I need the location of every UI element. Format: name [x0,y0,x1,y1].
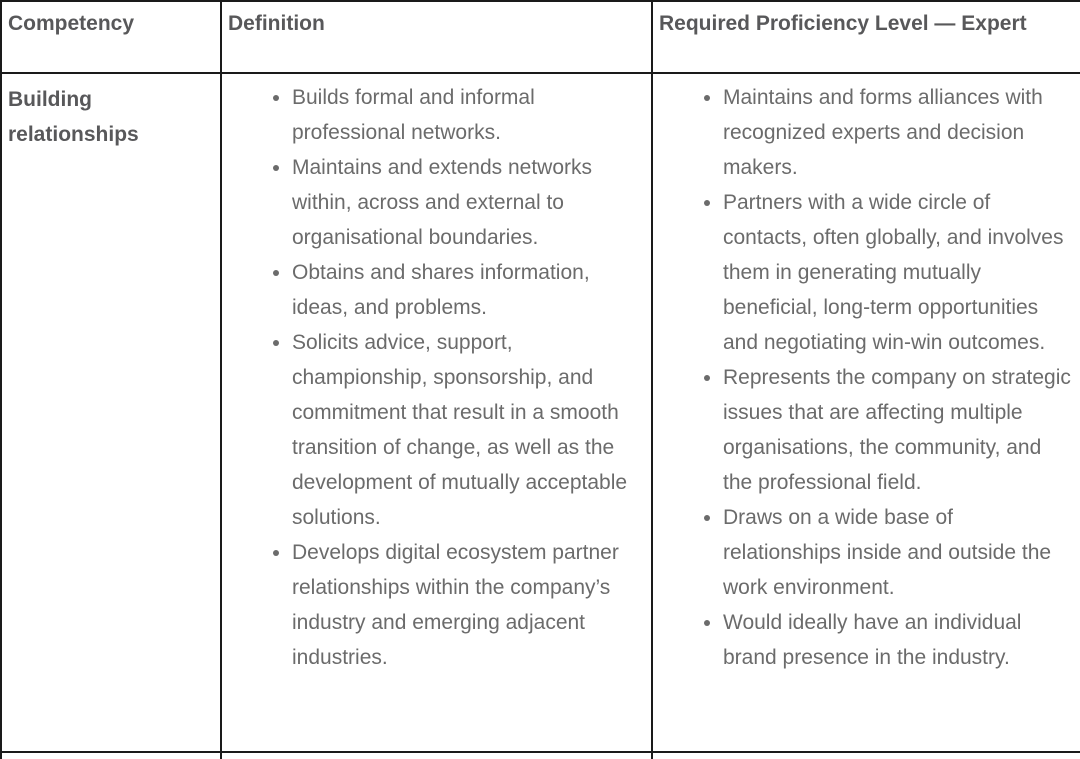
next-row-cell [652,752,1080,759]
bullet-item: • Builds formal and informal professional networks. [292,80,647,150]
header-definition: Definition [221,1,652,73]
bullet-item: • Partners with a wide circle of contacts, often globally, and involves them in generating mutually beneficial, long-term opportunities and negotiating win-win outcomes. [723,185,1076,360]
bullet-item: • Solicits advice, support, championship, sponsorship, and commitment that result in a smooth transition of change, as well as the development of mutually acceptable solutions. [292,325,647,535]
definition-bullet-list [222,80,649,675]
bullet-item: • Obtains and shares information, ideas, and problems. [292,255,647,325]
definition-cell [221,73,652,752]
next-row-cell [1,752,221,759]
bullet-item: • Represents the company on strategic issues that are affecting multiple organisations, the community, and the professional field. [723,360,1076,500]
header-competency: Competency [1,1,221,73]
header-row [1,1,1080,73]
bullet-item: • Would ideally have an individual brand presence in the industry. [723,605,1076,675]
next-row-partial [1,752,1080,759]
bullet-item: • Maintains and extends networks within, across and external to organisational boundaries. [292,150,647,255]
proficiency-cell [652,73,1080,752]
competency-cell: Building relationships [1,73,221,752]
bullet-item: • Draws on a wide base of relationships inside and outside the work environment. [723,500,1076,605]
next-row-cell [221,752,652,759]
bullet-item: • Maintains and forms alliances with recognized experts and decision makers. [723,80,1076,185]
table-row [1,73,1080,752]
proficiency-bullet-list [653,80,1078,675]
header-proficiency-level: Required Proficiency Level — Expert [652,1,1080,73]
bullet-item: • Develops digital ecosystem partner relationships within the company’s industry and emerging adjacent industries. [292,535,647,675]
